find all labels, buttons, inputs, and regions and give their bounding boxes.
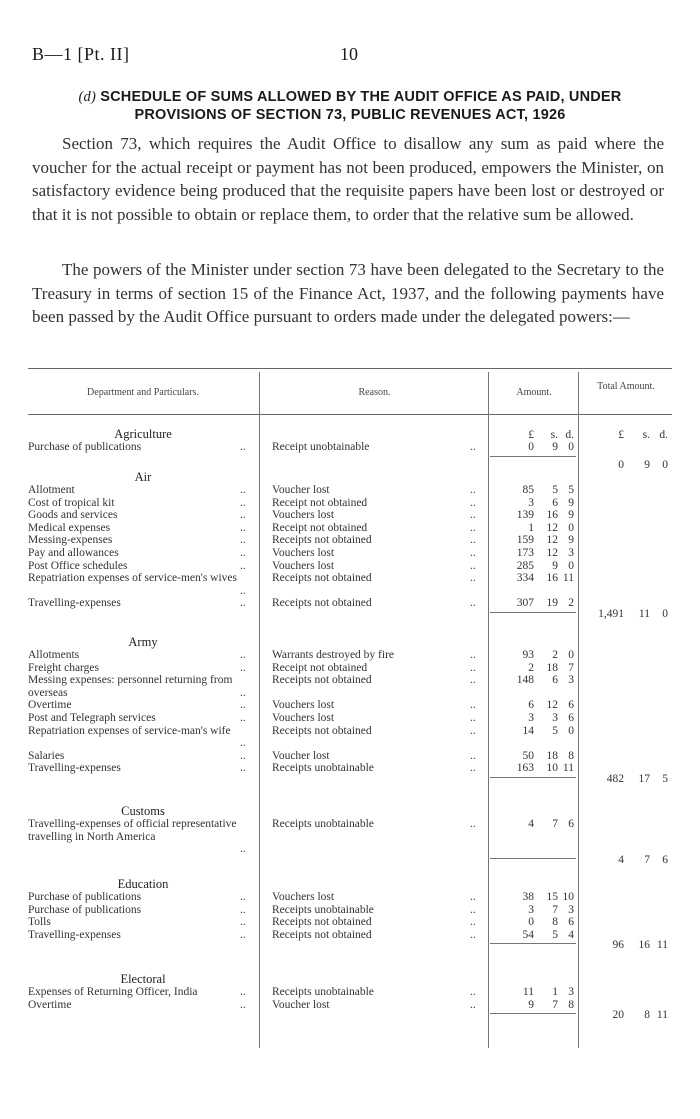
row-reason: Vouchers lost: [272, 559, 335, 572]
row-particulars: Salaries: [28, 749, 65, 762]
row-amount-pounds: 54: [522, 928, 534, 941]
row-amount-pounds: 148: [516, 674, 534, 687]
row-particulars: Travelling-expenses: [28, 928, 121, 941]
row-amount-pence: 0: [568, 521, 574, 534]
row-reason: Receipts unobtainable: [272, 762, 374, 775]
row-particulars-dots: ..: [240, 534, 246, 547]
row-amount-pounds: 163: [516, 762, 534, 775]
row-particulars: Post Office schedules: [28, 559, 128, 572]
row-particulars-dots: ..: [240, 916, 246, 929]
amount-subtotal-rule: [490, 777, 576, 778]
row-reason: Receipts not obtained: [272, 928, 372, 941]
row-reason: Receipt not obtained: [272, 521, 368, 534]
row-particulars: Purchase of publications: [28, 441, 142, 453]
row-particulars-dots: ..: [240, 441, 246, 453]
total-currency-head-pounds: £: [618, 429, 624, 441]
row-particulars-dots: ..: [240, 749, 246, 762]
row-amount-pounds: 139: [516, 509, 534, 522]
row-reason: Receipt not obtained: [272, 496, 368, 509]
row-amount-shillings: 2: [552, 649, 558, 661]
row-particulars: Goods and services: [28, 509, 118, 522]
row-particulars: Freight charges: [28, 661, 100, 674]
row-amount-pence: 3: [568, 547, 574, 559]
row-amount-shillings: 12: [546, 521, 558, 534]
row-reason: Voucher lost: [272, 484, 330, 496]
row-amount-pence: 0: [568, 441, 574, 453]
row-reason: Receipts not obtained: [272, 724, 372, 737]
section-total-shillings: 8: [644, 1009, 650, 1022]
row-particulars-dots: ..: [240, 737, 246, 750]
row-amount-shillings: 15: [546, 891, 558, 903]
row-reason-dots: ..: [470, 559, 476, 572]
section-total-pence: 0: [662, 608, 668, 620]
row-reason-dots: ..: [470, 521, 476, 534]
row-amount-shillings: 12: [546, 534, 558, 547]
row-amount-shillings: 12: [546, 699, 558, 712]
row-particulars: Cost of tropical kit: [28, 496, 115, 509]
row-amount-shillings: 6: [552, 674, 558, 687]
row-particulars: Travelling-expenses: [28, 762, 121, 775]
row-amount-pence: 6: [568, 712, 574, 724]
row-reason-dots: ..: [470, 699, 476, 712]
section-heading-education: Education: [117, 877, 169, 891]
row-amount-shillings: 8: [552, 916, 558, 929]
row-amount-pence: 0: [568, 649, 574, 661]
section-heading-agriculture: Agriculture: [114, 427, 172, 441]
section-total-shillings: 9: [644, 458, 650, 471]
row-reason: Receipts not obtained: [272, 534, 372, 547]
row-amount-pounds: 2: [528, 661, 534, 674]
row-amount-shillings: 18: [546, 661, 558, 674]
row-particulars: Allotments: [28, 649, 80, 661]
row-amount-pence: 8: [568, 749, 574, 762]
section-heading-customs: Customs: [121, 804, 165, 818]
row-reason-dots: ..: [470, 712, 476, 724]
section-total-pence: 11: [656, 1009, 668, 1022]
row-amount-pounds: 6: [528, 699, 534, 712]
paragraph-section-73: Section 73, which requires the Audit Office to disallow any sum as paid where the voucher for the actual receipt or payment has not been produced, empowers the Minister, on satisfactory evidence being produced that the requisite papers have been lost or destroyed or that it is not possible to obtain or replace them, to order that the relative sum be allowed.: [32, 134, 664, 224]
row-reason-dots: ..: [470, 572, 476, 585]
column-divider-3: [578, 372, 579, 1048]
row-reason-dots: ..: [470, 441, 476, 453]
row-amount-shillings: 5: [552, 484, 558, 496]
row-amount-pounds: 50: [522, 749, 534, 762]
row-reason-dots: ..: [470, 762, 476, 775]
row-particulars-dots: ..: [240, 597, 246, 610]
row-amount-pence: 5: [568, 484, 574, 496]
row-particulars-dots: ..: [240, 547, 246, 559]
row-amount-shillings: 7: [552, 998, 558, 1011]
row-particulars-dots: ..: [240, 903, 246, 916]
part-reference: B—1 [Pt. II]: [32, 44, 130, 64]
row-amount-pence: 10: [562, 891, 574, 903]
row-amount-shillings: 9: [552, 441, 558, 453]
row-amount-pence: 9: [568, 534, 574, 547]
row-reason: Vouchers lost: [272, 509, 335, 522]
row-reason-dots: ..: [470, 496, 476, 509]
paragraph-delegated-powers: The powers of the Minister under section 73 have been delegated to the Secretary to the Treasury in terms of section 15 of the Finance Act, 1937, and the following payments have been passed by the Audit Office pursuant to orders made under the delegated powers:—: [32, 260, 664, 326]
amount-subtotal-rule: [490, 612, 576, 613]
row-amount-pounds: 307: [516, 597, 534, 610]
section-total-shillings: 7: [644, 853, 650, 866]
row-amount-pence: 0: [568, 559, 574, 572]
amount-subtotal-rule: [490, 943, 576, 944]
row-reason-dots: ..: [470, 649, 476, 661]
row-reason: Receipts not obtained: [272, 916, 372, 929]
row-particulars: Overtime: [28, 699, 72, 712]
row-amount-shillings: 1: [552, 986, 558, 998]
row-particulars: Messing-expenses: [28, 534, 113, 547]
column-divider-2: [488, 372, 489, 1048]
page-number: 10: [340, 44, 358, 64]
column-header-reason: Reason.: [358, 387, 391, 398]
table-top-rule: [28, 368, 672, 369]
total-currency-head-shillings: s.: [642, 429, 650, 441]
row-amount-pence: 3: [568, 674, 574, 687]
row-particulars: Repatriation expenses of service-man's wife: [28, 724, 231, 737]
total-currency-head-pence: d.: [659, 429, 668, 441]
row-reason-dots: ..: [470, 674, 476, 687]
row-particulars-dots: ..: [240, 584, 246, 597]
row-particulars: Overtime: [28, 998, 72, 1011]
row-particulars: Repatriation expenses of service-men's wives: [28, 572, 238, 585]
row-particulars-dots: ..: [240, 928, 246, 941]
amount-subtotal-rule: [490, 456, 576, 457]
row-amount-shillings: 16: [546, 509, 558, 522]
section-total-shillings: 17: [638, 773, 650, 785]
row-reason-dots: ..: [470, 986, 476, 998]
row-reason-dots: ..: [470, 597, 476, 610]
row-amount-shillings: 3: [552, 712, 558, 724]
row-particulars-dots: ..: [240, 686, 246, 699]
row-particulars: Purchase of publications: [28, 891, 142, 903]
row-amount-shillings: 18: [546, 749, 558, 762]
row-reason-dots: ..: [470, 998, 476, 1011]
section-total-shillings: 11: [638, 608, 650, 620]
column-header-total: Total Amount.: [597, 381, 655, 392]
amount-currency-head-pounds: £: [528, 429, 534, 441]
row-amount-pounds: 4: [528, 818, 534, 830]
row-reason: Warrants destroyed by fire: [272, 649, 395, 661]
row-amount-shillings: 6: [552, 496, 558, 509]
row-reason-dots: ..: [470, 928, 476, 941]
section-total-shillings: 16: [638, 939, 650, 952]
row-reason-dots: ..: [470, 534, 476, 547]
row-amount-pounds: 0: [528, 441, 534, 453]
amount-currency-head-pence: d.: [565, 429, 574, 441]
row-particulars: Medical expenses: [28, 521, 111, 534]
row-particulars: Post and Telegraph services: [28, 712, 156, 724]
row-reason-dots: ..: [470, 484, 476, 496]
row-reason-dots: ..: [470, 818, 476, 830]
row-reason: Receipts not obtained: [272, 597, 372, 610]
section-total-pounds: 482: [606, 773, 624, 785]
row-particulars-dots: ..: [240, 712, 246, 724]
row-reason: Vouchers lost: [272, 547, 335, 559]
row-reason: Vouchers lost: [272, 891, 335, 903]
row-amount-pounds: 173: [516, 547, 534, 559]
row-particulars: Messing expenses: personnel returning from overseas: [28, 674, 233, 699]
row-amount-pence: 9: [568, 496, 574, 509]
row-reason: Vouchers lost: [272, 699, 335, 712]
schedule-heading: [32, 88, 668, 124]
row-reason: Receipts unobtainable: [272, 986, 374, 998]
row-reason-dots: ..: [470, 509, 476, 522]
row-amount-pence: 11: [562, 762, 574, 775]
row-amount-shillings: 19: [546, 597, 558, 610]
row-amount-pounds: 14: [522, 724, 534, 737]
row-amount-pence: 9: [568, 509, 574, 522]
row-amount-pence: 6: [568, 916, 574, 929]
row-particulars-dots: ..: [240, 699, 246, 712]
row-amount-pence: 4: [568, 928, 574, 941]
row-particulars: Tolls: [28, 916, 51, 929]
row-amount-pence: 11: [562, 572, 574, 585]
row-particulars-dots: ..: [240, 661, 246, 674]
row-amount-pounds: 38: [522, 891, 534, 903]
row-amount-pounds: 1: [528, 521, 534, 534]
row-amount-shillings: 12: [546, 547, 558, 559]
section-total-pence: 11: [656, 939, 668, 952]
row-reason: Receipt unobtainable: [272, 441, 370, 453]
row-particulars-dots: ..: [240, 986, 246, 998]
row-amount-pence: 7: [568, 661, 574, 674]
row-amount-shillings: 16: [546, 572, 558, 585]
row-amount-pounds: 334: [516, 572, 534, 585]
row-amount-pence: 8: [568, 998, 574, 1011]
row-amount-shillings: 7: [552, 818, 558, 830]
row-amount-pence: 0: [568, 724, 574, 737]
row-reason-dots: ..: [470, 547, 476, 559]
row-particulars-dots: ..: [240, 843, 246, 856]
row-reason: Receipt not obtained: [272, 661, 368, 674]
row-amount-pounds: 93: [522, 649, 534, 661]
row-particulars-dots: ..: [240, 649, 246, 661]
section-total-pence: 6: [662, 853, 668, 866]
section-total-pounds: 20: [612, 1009, 624, 1022]
amount-subtotal-rule: [490, 1013, 576, 1014]
section-heading-electoral: Electoral: [120, 972, 166, 986]
section-heading-army: Army: [128, 635, 158, 649]
row-reason-dots: ..: [470, 891, 476, 903]
row-particulars: Travelling-expenses of official representative travelling in North America: [28, 818, 237, 843]
row-amount-shillings: 9: [552, 559, 558, 572]
row-amount-pounds: 3: [528, 712, 534, 724]
row-reason-dots: ..: [470, 749, 476, 762]
section-total-pounds: 0: [618, 458, 624, 471]
row-amount-shillings: 5: [552, 724, 558, 737]
row-reason: Receipts unobtainable: [272, 818, 374, 830]
column-divider-1: [259, 372, 260, 1048]
row-particulars-dots: ..: [240, 998, 246, 1011]
row-amount-pence: 6: [568, 818, 574, 830]
row-amount-shillings: 10: [546, 762, 558, 775]
table-header-rule: [28, 414, 672, 415]
column-header-particulars: Department and Particulars.: [87, 387, 199, 398]
heading-label: (d): [78, 89, 97, 105]
row-particulars-dots: ..: [240, 484, 246, 496]
row-particulars: Pay and allowances: [28, 547, 119, 559]
row-reason: Receipts not obtained: [272, 572, 372, 585]
row-amount-pounds: 11: [522, 986, 534, 998]
row-amount-pence: 6: [568, 699, 574, 712]
row-reason: Voucher lost: [272, 998, 330, 1011]
row-reason-dots: ..: [470, 903, 476, 916]
section-heading-air: Air: [134, 470, 152, 484]
section-total-pence: 5: [662, 773, 668, 785]
row-amount-pounds: 9: [528, 998, 534, 1011]
row-reason-dots: ..: [470, 916, 476, 929]
row-reason-dots: ..: [470, 661, 476, 674]
column-header-amount: Amount.: [516, 387, 552, 398]
row-amount-pounds: 3: [528, 496, 534, 509]
row-amount-pounds: 3: [528, 903, 534, 916]
row-amount-pounds: 85: [522, 484, 534, 496]
row-particulars: Expenses of Returning Officer, India: [28, 986, 198, 998]
row-particulars-dots: ..: [240, 509, 246, 522]
row-reason-dots: ..: [470, 724, 476, 737]
row-amount-pence: 3: [568, 986, 574, 998]
row-particulars: Allotment: [28, 484, 75, 496]
section-total-pounds: 1,491: [598, 608, 624, 620]
row-reason: Voucher lost: [272, 749, 330, 762]
row-particulars-dots: ..: [240, 521, 246, 534]
row-particulars-dots: ..: [240, 891, 246, 903]
row-reason: Vouchers lost: [272, 712, 335, 724]
row-amount-shillings: 5: [552, 928, 558, 941]
section-total-pounds: 4: [618, 853, 624, 866]
row-amount-shillings: 7: [552, 903, 558, 916]
row-amount-pounds: 0: [528, 916, 534, 929]
heading-title: SCHEDULE OF SUMS ALLOWED BY THE AUDIT OFFICE AS PAID, UNDER PROVISIONS OF SECTION 73, PUBLIC REVENUES ACT, 1926: [100, 89, 622, 123]
section-total-pence: 0: [662, 458, 668, 471]
row-particulars-dots: ..: [240, 496, 246, 509]
row-amount-pence: 2: [568, 597, 574, 610]
amount-subtotal-rule: [490, 858, 576, 859]
row-reason: Receipts not obtained: [272, 674, 372, 687]
row-reason: Receipts unobtainable: [272, 903, 374, 916]
row-particulars: Travelling-expenses: [28, 597, 121, 610]
row-amount-pounds: 159: [516, 534, 534, 547]
section-total-pounds: 96: [612, 939, 624, 952]
row-amount-pounds: 285: [516, 559, 534, 572]
row-particulars: Purchase of publications: [28, 903, 142, 916]
row-particulars-dots: ..: [240, 762, 246, 775]
amount-currency-head-shillings: s.: [550, 429, 558, 441]
row-particulars-dots: ..: [240, 559, 246, 572]
row-amount-pence: 3: [568, 903, 574, 916]
